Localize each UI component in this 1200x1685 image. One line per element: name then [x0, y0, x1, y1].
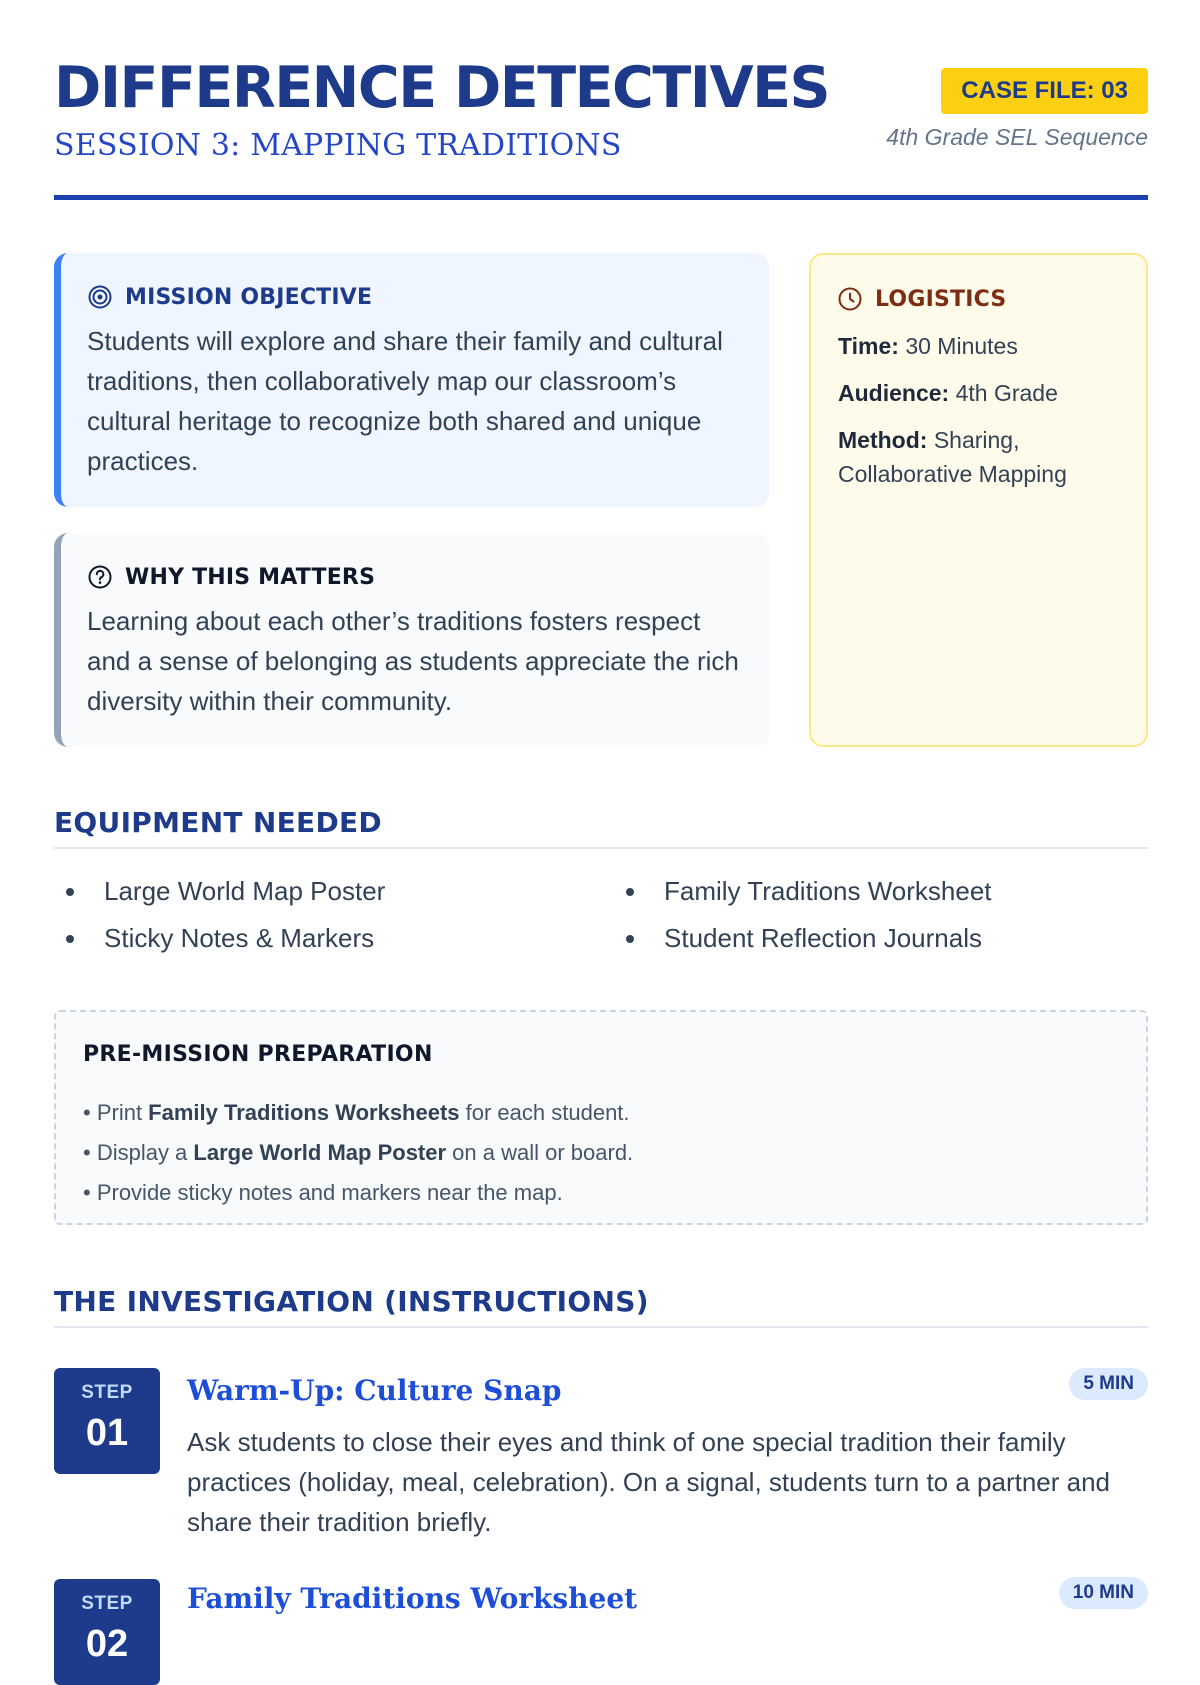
- step-number: 01: [85, 1412, 129, 1454]
- logistics-card: [809, 253, 1148, 747]
- prep-line: • Provide sticky notes and markers near the map.: [83, 1180, 563, 1205]
- why-this-matters-text: Learning about each other’s traditions fosters respect and a sense of belonging as students appreciate the rich diversity within their community.: [87, 606, 739, 716]
- step-duration-badge: 10 MIN: [1059, 1577, 1148, 1609]
- step-duration-badge: 5 MIN: [1069, 1368, 1148, 1400]
- bullet-icon: [66, 935, 74, 943]
- page-title: DIFFERENCE DETECTIVES: [54, 55, 830, 121]
- step-title: Warm-Up: Culture Snap: [187, 1374, 562, 1407]
- mission-objective-text: Students will explore and share their family and cultural traditions, then collaboratively map our classroom’s cultural heritage to recognize both shared and unique practices.: [87, 326, 723, 476]
- step-badge: STEP 02: [54, 1579, 160, 1685]
- lesson-plan-page: DIFFERENCE DETECTIVES SESSION 3: MAPPING TRADITIONS CASE FILE: 03 4th Grade SEL Sequence MISSION OBJECTIVE Students will explore and share their family and cultural traditions, then collaboratively map our classroom’s cultural heritage to recognize both shared and unique practices. WHY THIS MATTERS Learning about each other’s traditions fosters respect and a sense of belonging as students appreciate the rich diversity within their community. LOGISTICS Time: 30 Minutes Audience: 4th Grade Method: Sharing, Collaborative Mapping EQUIPMENT NEEDED Large World Map Poster Sticky Notes & Markers Family Traditions Worksheet Student Reflection Journals PRE-MISSION PREPARATION • Print Family Traditions Worksheets for each student. • Display a Large World Map Poster on a wall or board. • Provide sticky notes and markers near the map. THE INVESTIGATION (INSTRUCTIONS) STEP 01 Warm-Up: Culture Snap 5 MIN Ask students to close their eyes and think of one special tradition their family practices (holiday, meal, celebration). On a signal, students turn to a partner and share their tradition briefly. STEP 02 Family Traditions Worksheet 10 MIN: [54, 0, 1148, 1600]
- page-header: [54, 56, 1148, 200]
- prep-line: • Print Family Traditions Worksheets for each student.: [83, 1100, 630, 1125]
- page-subtitle: SESSION 3: MAPPING TRADITIONS: [54, 128, 622, 163]
- why-this-matters-header: [87, 559, 375, 595]
- bullet-icon: [66, 888, 74, 896]
- pre-mission-heading: PRE-MISSION PREPARATION: [83, 1042, 433, 1067]
- prep-line: • Display a Large World Map Poster on a wall or board.: [83, 1140, 634, 1165]
- investigation-heading: THE INVESTIGATION (INSTRUCTIONS): [54, 1287, 1148, 1328]
- case-file-badge: CASE FILE: 03: [941, 68, 1148, 114]
- step-number: 02: [85, 1623, 129, 1665]
- bullet-icon: [626, 935, 634, 943]
- logistics-time: Time: 30 Minutes: [838, 333, 1018, 359]
- why-this-matters-label: WHY THIS MATTERS: [125, 564, 376, 590]
- step-badge: STEP 01: [54, 1368, 160, 1474]
- mission-objective-header: [87, 279, 372, 315]
- step-title: Family Traditions Worksheet: [187, 1582, 638, 1615]
- target-icon: [87, 284, 113, 310]
- grade-sequence-label: 4th Grade SEL Sequence: [886, 124, 1148, 150]
- bullet-icon: [626, 888, 634, 896]
- logistics-audience: Audience: 4th Grade: [838, 380, 1058, 406]
- equipment-heading: EQUIPMENT NEEDED: [54, 808, 1148, 849]
- why-this-matters-card: [54, 533, 769, 747]
- step-description: Ask students to close their eyes and think of one special tradition their family practices (holiday, meal, celebration). On a signal, students turn to a partner and share their tradition briefly.: [187, 1427, 1111, 1537]
- logistics-header: [837, 281, 1006, 317]
- mission-objective-card: [54, 253, 769, 507]
- logistics-method: Method: Sharing, Collaborative Mapping: [838, 427, 1067, 487]
- clock-icon: [837, 286, 863, 312]
- question-circle-icon: [87, 564, 113, 590]
- pre-mission-preparation-box: [54, 1010, 1148, 1225]
- mission-objective-label: MISSION OBJECTIVE: [125, 284, 373, 310]
- logistics-label: LOGISTICS: [875, 286, 1007, 312]
